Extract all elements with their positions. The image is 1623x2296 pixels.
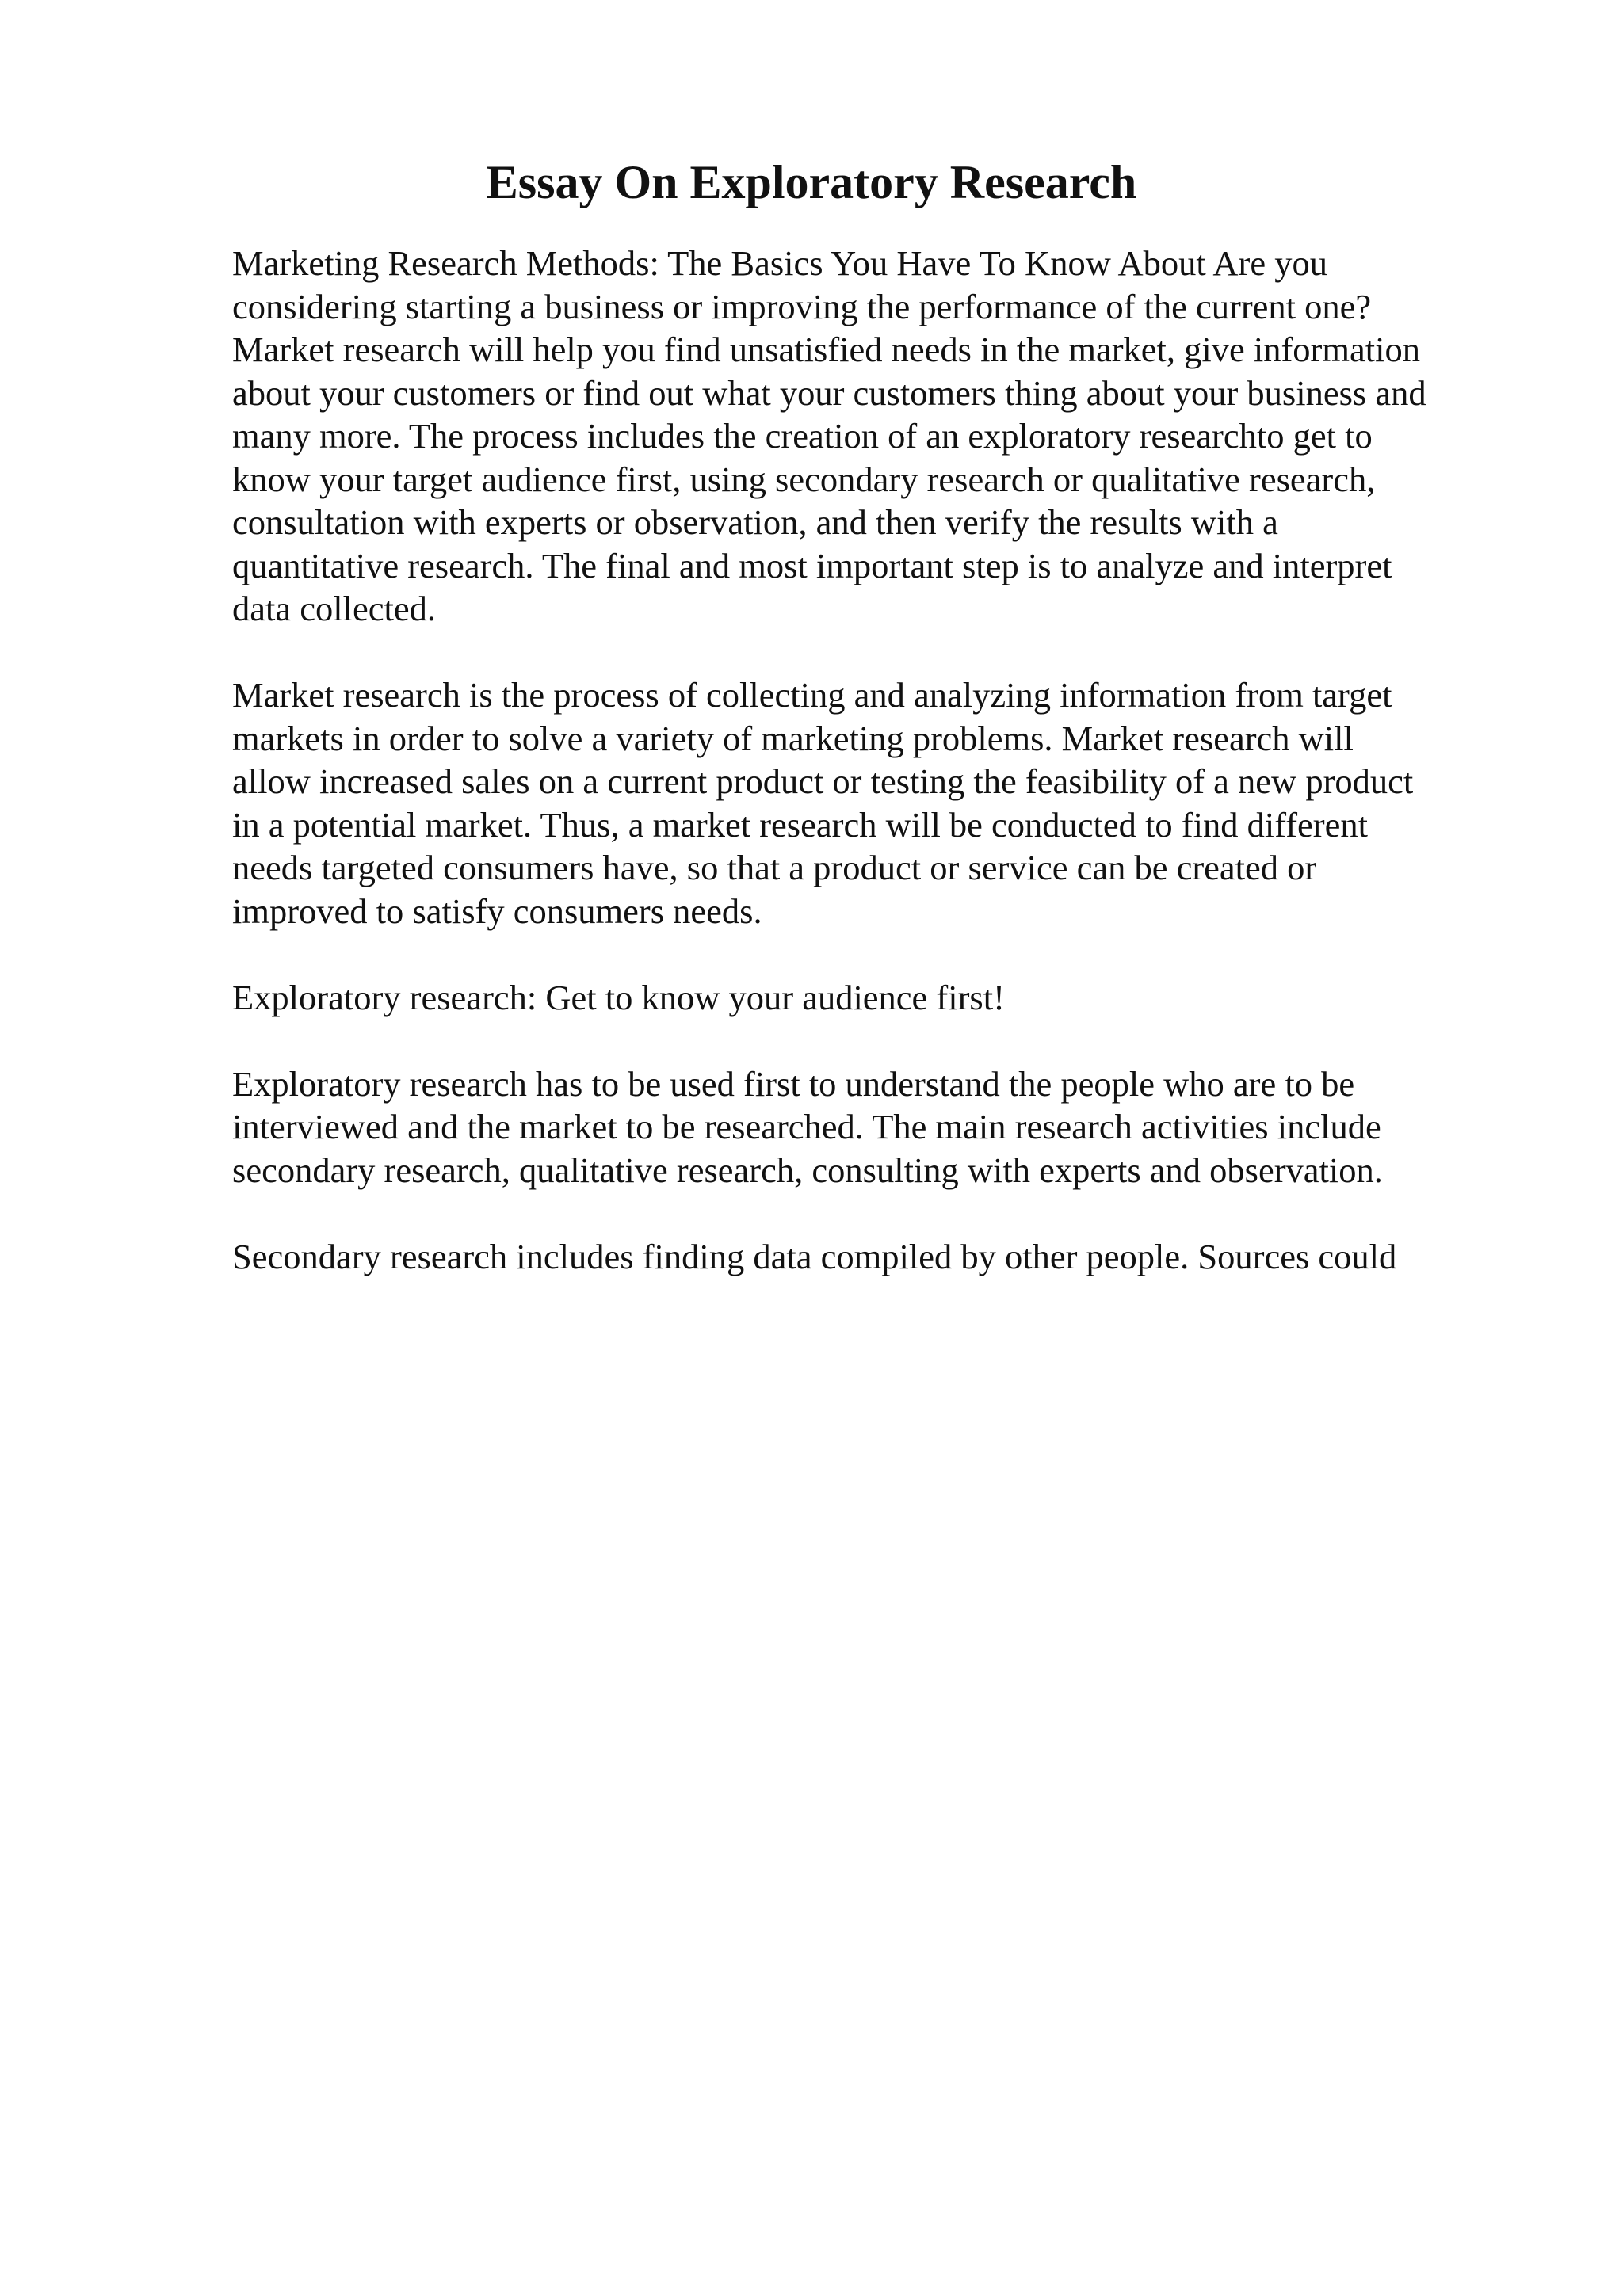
text-line: data collected. — [232, 589, 436, 628]
text-line: secondary research, qualitative research, consulting with experts and observation. — [232, 1150, 1383, 1190]
document-title: Essay On Exploratory Research — [486, 156, 1137, 208]
paragraph-5 — [232, 1235, 1516, 1279]
paragraph-1 — [232, 242, 1516, 631]
text-line: considering starting a business or improving the performance of the current one? — [232, 286, 1372, 326]
text-line: Market research is the process of collecting and analyzing information from target — [232, 675, 1392, 715]
text-line: improved to satisfy consumers needs. — [232, 891, 762, 931]
paragraph-3 — [232, 976, 1516, 1020]
text-line: consultation with experts or observation, and then verify the results with a — [232, 502, 1278, 542]
text-line: in a potential market. Thus, a market research will be conducted to find different — [232, 804, 1368, 845]
text-line: about your customers or find out what your customers thing about your business and — [232, 372, 1426, 413]
text-line: Exploratory research: Get to know your audience first! — [232, 977, 1005, 1017]
text-line: Market research will help you find unsatisfied needs in the market, give information — [232, 330, 1420, 369]
text-line: Secondary research includes finding data compiled by other people. Sources could — [232, 1236, 1397, 1276]
text-line: interviewed and the market to be researched. The main research activities include — [232, 1107, 1381, 1146]
text-line: Marketing Research Methods: The Basics You Have To Know About Are you — [232, 243, 1327, 283]
paragraph-4 — [232, 1062, 1516, 1192]
text-line: markets in order to solve a variety of marketing problems. Market research will — [232, 718, 1354, 758]
text-line: know your target audience first, using secondary research or qualitative research, — [232, 459, 1376, 499]
document-body — [232, 242, 1516, 1322]
text-line: many more. The process includes the creation of an exploratory researchto get to — [232, 416, 1373, 456]
text-line: needs targeted consumers have, so that a product or service can be created or — [232, 848, 1317, 887]
text-line: quantitative research. The final and most important step is to analyze and interpret — [232, 545, 1392, 585]
text-line: Exploratory research has to be used first to understand the people who are to be — [232, 1063, 1355, 1104]
paragraph-2 — [232, 673, 1516, 933]
text-line: allow increased sales on a current product or testing the feasibility of a new product — [232, 761, 1414, 801]
